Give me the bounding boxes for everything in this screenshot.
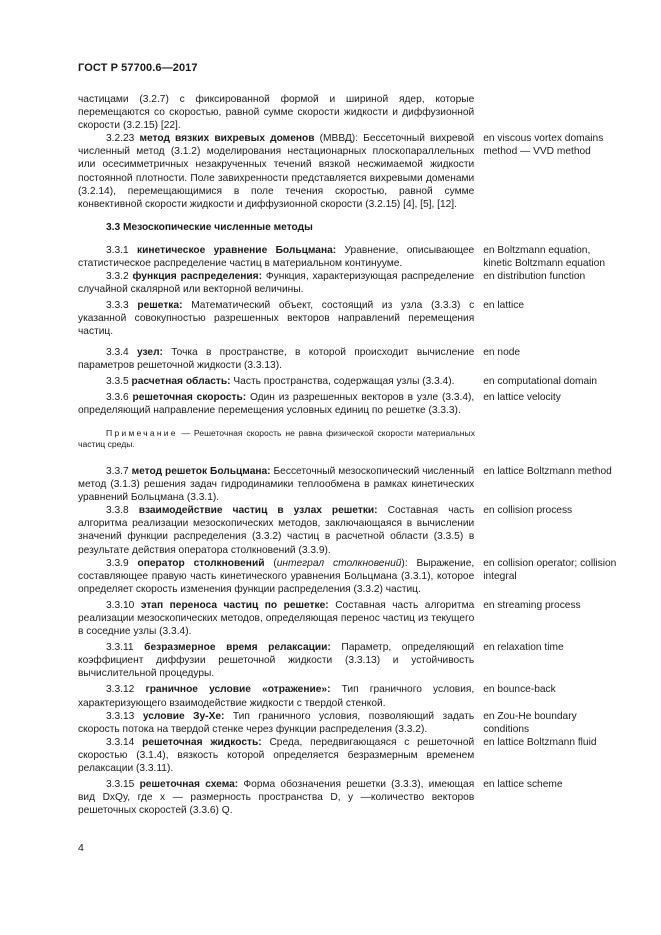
entry-alt-term: интеграл столкновений	[276, 557, 402, 569]
entry-3-2-23	[78, 132, 618, 211]
entry-number: 3.3.10	[106, 599, 135, 611]
entry-en-term: en computational domain	[483, 375, 598, 387]
entry-en-term: en relaxation time	[483, 642, 564, 654]
entry-definition: Один из разрешенных векторов в узле (3.3.4), определяющий направление перемещения условных единиц по решетке (3.3.3).	[78, 391, 475, 416]
entry-en-term: en Boltzmann equation, kinetic Boltzmann equation	[483, 244, 606, 269]
entry-term: решеточная скорость:	[132, 391, 247, 403]
entry-3-3-14	[78, 736, 618, 775]
page-number: 4	[78, 842, 84, 854]
entry-3-3-15	[78, 778, 618, 817]
entry-term: функция распределения:	[132, 271, 263, 283]
entry-term: условие Зу-Хе:	[142, 710, 225, 722]
entry-number: 3.3.7	[106, 465, 129, 477]
entry-3-3-6	[78, 391, 618, 417]
entry-continuation	[78, 93, 618, 132]
entry-number: 3.3.9	[106, 557, 129, 569]
entry-en-term: en node	[483, 346, 521, 358]
document-header: ГОСТ Р 57700.6—2017	[78, 62, 198, 74]
note	[78, 428, 475, 451]
entry-definition: Математический объект, состоящий из узла (3.3.3) с указанной совокупностью разрешенных векторов направлений перемещения частиц.	[78, 300, 475, 338]
section-title: 3.3 Мезоскопические численные методы	[106, 221, 313, 233]
entry-number: 3.2.23	[106, 133, 135, 145]
entry-definition: Составная часть алгоритма реализации мезоскопических методов, заключающаяся в вычислении значений функции распределения (3.3.2) частиц в расчетной области (3.3.5) в результате действия оператора столкновений (3.3.9).	[78, 505, 475, 556]
entry-number: 3.3.3	[106, 300, 129, 312]
terms-content	[78, 93, 618, 817]
entry-3-3-12	[78, 683, 618, 709]
entry-number: 3.3.1	[106, 244, 129, 256]
entry-term: решеточная жидкость:	[142, 736, 262, 748]
entry-en-term: en bounce-back	[483, 684, 556, 696]
entry-3-3-3	[78, 299, 618, 338]
entry-term: кинетическое уравнение Больцмана:	[137, 244, 337, 256]
entry-number: 3.3.13	[106, 710, 135, 722]
entry-definition: Уравнение, описывающее статистическое распределение частиц в материальном континууме.	[78, 244, 475, 269]
entry-3-3-8	[78, 504, 618, 556]
entry-number: 3.3.11	[106, 642, 134, 654]
entry-en-term: en lattice Boltzmann method	[483, 465, 612, 477]
entry-term: оператор столкновений	[137, 557, 265, 569]
entry-term: решетка:	[137, 300, 183, 312]
entry-term: расчетная область:	[131, 375, 231, 387]
entry-en-term: en lattice scheme	[483, 779, 563, 791]
entry-term: решеточная схема:	[139, 779, 239, 791]
entry-number: 3.3.12	[106, 684, 135, 696]
entry-3-3-11	[78, 641, 618, 680]
entry-3-3-10	[78, 599, 618, 638]
note-text: — Решеточная скорость не равна физической скорости материальных частиц среды.	[78, 427, 475, 450]
entry-term: узел:	[136, 346, 163, 358]
entry-number: 3.3.6	[106, 391, 129, 403]
entry-3-3-4	[78, 346, 618, 372]
entry-term: метод вязких вихревых доменов	[139, 133, 315, 145]
entry-number: 3.3.4	[106, 346, 129, 358]
entry-number: 3.3.15	[106, 779, 135, 791]
entry-3-3-13	[78, 710, 618, 736]
entry-number: 3.3.2	[106, 271, 129, 283]
entry-en-term: en viscous vortex domains method — VVD method	[483, 133, 604, 158]
entry-en-term: en lattice velocity	[483, 391, 561, 403]
entry-definition: Выражение, составляющее правую часть кинетического уравнения Больцмана (3.3.1), которое определяет скорость изменения функции распределения (3.3.2) частиц.	[78, 557, 475, 595]
entry-definition: Функция, характеризующая распределение случайной скалярной или векторной величины.	[78, 271, 475, 296]
entry-number: 3.3.14	[106, 736, 135, 748]
entry-definition: Тип граничного условия, позволяющий задать скорость потока на твердой стенке через функции распределения (3.3.2).	[78, 710, 475, 735]
entry-term: граничное условие «отражение»:	[145, 684, 331, 696]
entry-3-3-1	[78, 244, 618, 270]
entry-definition: Форма обозначения решетки (3.3.3), имеющая вид DxQy, где x — размерность пространства D, y —количество векторов решеточных скоростей (3.3.6) Q.	[78, 779, 475, 817]
entry-definition: Тип граничного условия, характеризующего взаимодействие жидкости с твердой стенкой.	[78, 684, 475, 709]
continuation-text: частицами (3.2.7) с фиксированной формой и шириной ядер, которые перемещаются со скоростью, равной сумме скорости жидкости и диффузионной скорости (3.2.15) [22].	[78, 94, 475, 132]
entry-en-term: en distribution function	[483, 271, 586, 283]
entry-3-3-9: 3.3.9 оператор столкновений (интеграл столкновений): Выражение, составляющее правую часть кинетического уравнения Больцмана (3.3.1), которое определяет скорость изменения функции распределения (3.3.2) частиц. en collision operator; collision integral	[78, 557, 617, 595]
entry-en-term: en Zou-He boundary conditions	[483, 710, 577, 735]
entry-en-term: en lattice Boltzmann fluid	[483, 736, 597, 748]
entry-definition: (МВВД): Бессеточный вихревой численный метод (3.1.2) моделирования нестационарных плоскопараллельных или осесимметричных незакрученных течений вязкой несжимаемой жидкости постоянной плотности. Поле завихренности представляется вихревыми доменами (3.2.14), перемещающимися в поле течения скоростью, равной сумме конвективной скорости жидкости и диффузионной скорости (3.2.15) [4], [5], [12].	[78, 133, 475, 210]
entry-number: 3.3.5	[106, 375, 129, 387]
entry-3-3-7	[78, 465, 618, 504]
note-label: Примечание	[106, 427, 178, 438]
entry-3-3-2	[78, 270, 618, 296]
entry-definition: Точка в пространстве, в которой происходит вычисление параметров решеточной жидкости (3.3.13).	[78, 346, 475, 371]
entry-en-term: en collision operator; collision integral	[483, 557, 617, 582]
entry-term: безразмерное время релаксации:	[144, 642, 331, 654]
entry-en-term: en streaming process	[483, 599, 581, 611]
entry-term: взаимодействие частиц в узлах решетки:	[138, 505, 378, 517]
entry-number: 3.3.8	[106, 505, 129, 517]
entry-3-3-5	[78, 375, 618, 388]
entry-definition: Параметр, определяющий коэффициент диффузии решеточной жидкости (3.3.13) и устойчивость вычислительной процедуры.	[78, 642, 475, 680]
entry-en-term: en lattice	[483, 300, 525, 312]
entry-en-term: en collision process	[483, 505, 573, 517]
entry-term: этап переноса частиц по решетке:	[140, 599, 329, 611]
entry-term: метод решеток Больцмана:	[131, 465, 271, 477]
entry-definition: Бессеточный мезоскопический численный метод (3.1.3) решения задач гидродинамики теплообмена в рамках кинетических уравнений Больцмана (3.3.1).	[78, 465, 475, 504]
entry-definition: Составная часть алгоритма реализации мезоскопических методов, определяющая перенос частиц из текущего в соседние узлы (3.3.4).	[78, 599, 475, 638]
entry-definition: Часть пространства, содержащая узлы (3.3.4).	[233, 375, 455, 387]
entry-definition: Среда, передвигающаяся с решеточной скоростью (3.1.4), вязкость которой определяется безразмерным временем релаксации (3.3.11).	[78, 736, 475, 775]
